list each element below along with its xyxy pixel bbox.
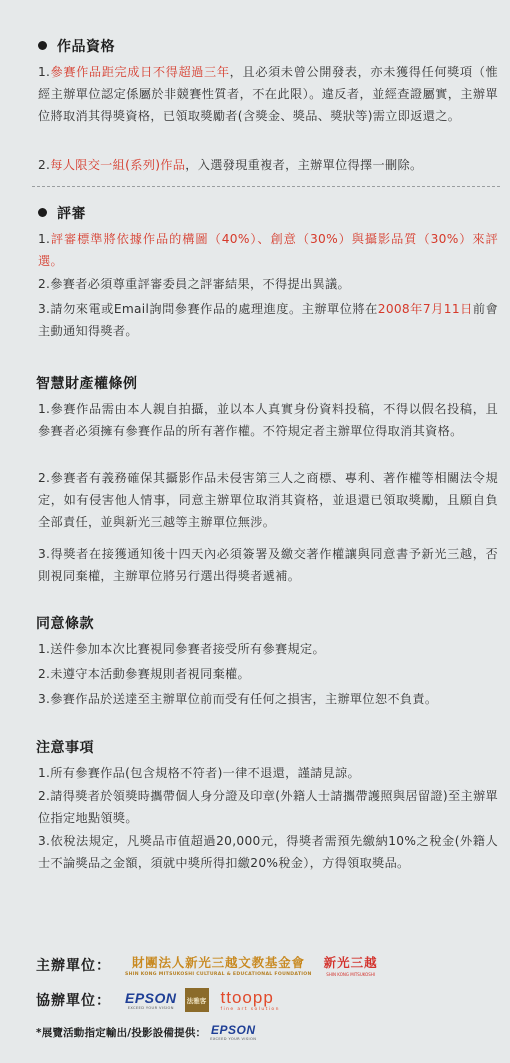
notes-item-3: 3.依稅法規定，凡獎品市值超過20,000元，得獎者需預先繳納10%之稅金(外籍人士不論獎品之金額，須就中獎所得扣繳20%稅金），方得領取獎品。 <box>38 834 498 871</box>
bullet-icon <box>38 208 47 217</box>
eligibility-item-2: 2.每人限交一組(系列)作品，入選發現重複者，主辦單位得擇一刪除。 <box>38 158 423 172</box>
consent-heading: 同意條款 <box>36 616 94 632</box>
foundation-logo: 財團法人新光三越文教基金會 SHIN KONG MITSUKOSHI CULTURAL & EDUCATIONAL FOUNDATION <box>125 955 312 977</box>
consent-item-2: 2.未遵守本活動參賽規則者視同棄權。 <box>38 667 251 681</box>
eligibility-heading: 作品資格 <box>38 36 115 56</box>
organizer-label: 主辦單位： <box>36 958 111 974</box>
judging-item-3: 3.請勿來電或Email詢問參賽作品的處理進度。主辦單位將在2008年7月11日前會主動通知得獎者。 <box>38 302 498 339</box>
judging-item-1: 1.評審標準將依據作品的構圖（40%）、創意（30%）與攝影品質（30%）來評選。 <box>38 232 498 269</box>
skm-logo: 新光三越 SHIN KONG MITSUKOSHI <box>323 955 378 977</box>
fnac-logo: 法雅客 <box>185 988 209 1012</box>
organizer-row <box>36 953 378 977</box>
judging-heading: 評審 <box>38 203 86 223</box>
notes-item-2: 2.請得獎者於領獎時攜帶個人身分證及印章(外籍人士請攜帶護照與居留證)至主辦單位指定地點領獎。 <box>38 789 498 826</box>
epson-logo: EPSON EXCEED YOUR VISION <box>125 989 177 1010</box>
co-organizer-label: 協辦單位： <box>36 993 111 1009</box>
section-divider <box>32 186 500 187</box>
ip-item-3: 3.得獎者在接獲通知後十四天內必須簽署及繳交著作權讓與同意書予新光三越，否則視同棄權，主辦單位將另行選出得獎者遞補。 <box>38 547 498 584</box>
consent-item-1: 1.送件參加本次比賽視同參賽者接受所有參賽規定。 <box>38 642 325 656</box>
ttoopp-logo: ttoopp fine art solution <box>220 987 280 1012</box>
notes-item-1: 1.所有參賽作品(包含規格不符者)一律不退還，謹請見諒。 <box>38 766 361 780</box>
consent-item-3: 3.參賽作品於送達至主辦單位前而受有任何之損害，主辦單位恕不負責。 <box>38 692 438 706</box>
exhibit-label: *展覽活動指定輸出/投影設備提供： <box>36 1027 207 1039</box>
epson-logo-2: EPSON EXCEED YOUR VISION <box>210 1023 257 1041</box>
ip-item-2: 2.參賽者有義務確保其攝影作品未侵害第三人之商標、專利、著作權等相關法令規定，如有侵害他人情事，同意主辦單位取消其資格，並退還已領取獎勵，且願自負全部責任，並與新光三越等主辦單位無涉。 <box>38 471 498 530</box>
eligibility-item-1: 1.參賽作品距完成日不得超過三年，且必須未曾公開發表，亦未獲得任何獎項（惟經主辦單位認定係屬於非競賽性質者，不在此限）。違反者，並經查證屬實，主辦單位將取消其得獎資格，已領取獎勵者(含獎金、獎品、獎狀等)需立即返還之。 <box>38 65 498 124</box>
judging-item-2: 2.參賽者必須尊重評審委員之評審結果，不得提出異議。 <box>38 277 350 291</box>
ip-item-1: 1.參賽作品需由本人親自拍攝，並以本人真實身份資料投稿，不得以假名投稿，且參賽者必須擁有參賽作品的所有著作權。不符規定者主辦單位得取消其資格。 <box>38 402 498 439</box>
notes-heading: 注意事項 <box>36 740 94 756</box>
co-organizer-row <box>36 988 280 1012</box>
ip-heading: 智慧財產權條例 <box>36 376 138 392</box>
exhibit-row <box>36 1024 256 1041</box>
bullet-icon <box>38 41 47 50</box>
